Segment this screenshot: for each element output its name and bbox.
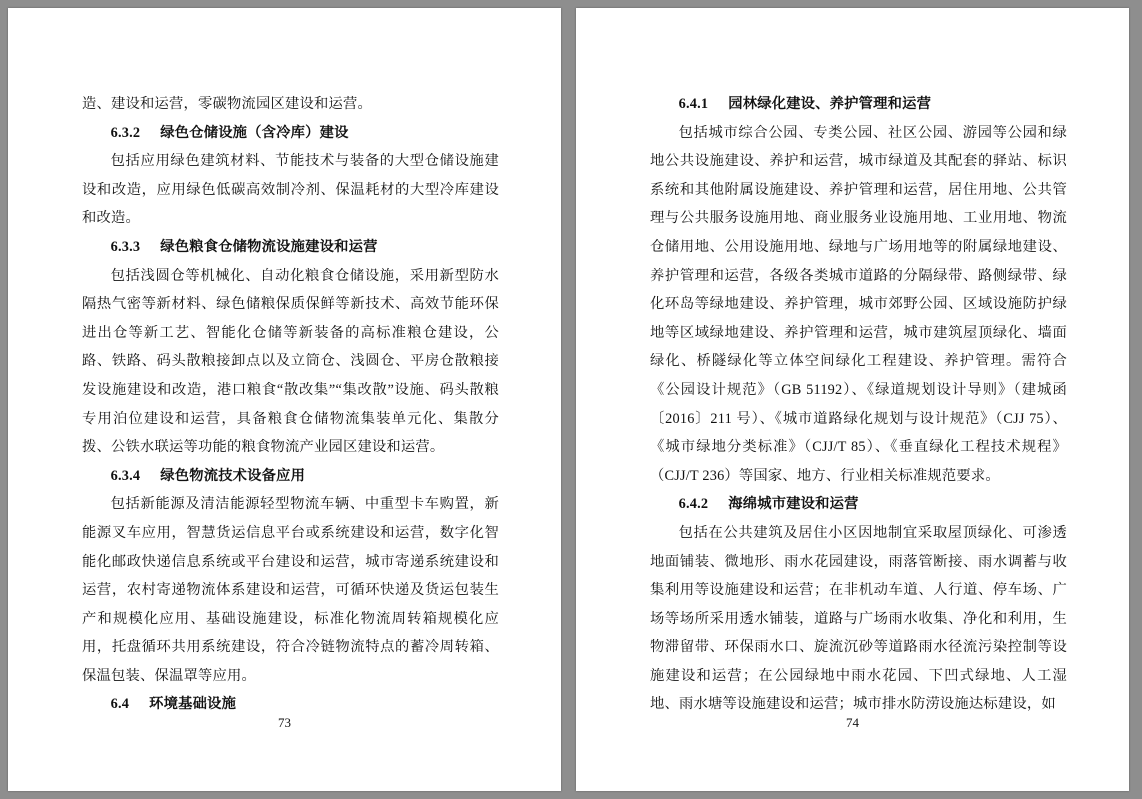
section-heading xyxy=(82,119,499,148)
section-heading xyxy=(82,233,499,262)
paragraph: 造、建设和运营，零碳物流园区建设和运营。 xyxy=(82,96,372,112)
section-heading xyxy=(650,90,1067,119)
paragraph: 包括浅圆仓等机械化、自动化粮食仓储设施，采用新型防水隔热气密等新材料、绿色储粮保质保鲜等新技术、高效节能环保进出仓等新工艺、智能化仓储等新装备的高标准粮仓建设，公路、铁路、码头散粮接卸点以及立筒仓、浅圆仓、平房仓散粮接发设施建设和改造，港口粮食“散改集”“集改散”设施、码头散粮专用泊位建设和运营，具备粮食仓储物流集装单元化、集散分拨、公铁水联运等功能的粮食物流产业园区建设和运营。 xyxy=(82,267,499,456)
heading-number: 6.4 xyxy=(110,696,130,713)
heading-number: 6.3.3 xyxy=(110,238,141,255)
document-page-73 xyxy=(8,8,561,791)
section-heading xyxy=(82,462,499,491)
heading-title: 绿色粮食仓储物流设施建设和运营 xyxy=(160,238,378,255)
page-number: 73 xyxy=(278,715,291,730)
paragraph: 包括在公共建筑及居住小区因地制宜采取屋顶绿化、可渗透地面铺装、微地形、雨水花园建设，雨落管断接、雨水调蓄与收集利用等设施建设和运营；在非机动车道、人行道、停车场、广场等场所采用透水铺装，道路与广场雨水收集、净化和利用，生物滞留带、环保雨水口、旋流沉砂等道路雨水径流污染控制等设施建设和运营；在公园绿地中雨水花园、下凹式绿地、人工湿地、雨水塘等设施建设和运营；城市排水防涝设施达标建设，如 xyxy=(650,524,1067,713)
paragraph: 包括城市综合公园、专类公园、社区公园、游园等公园和绿地公共设施建设、养护和运营，城市绿道及其配套的驿站、标识系统和其他附属设施建设、养护管理和运营，居住用地、公共管理与公共服务设施用地、商业服务业设施用地、工业用地、物流仓储用地、公用设施用地、绿地与广场用地等的附属绿地建设、养护管理和运营，各级各类城市道路的分隔绿带、路侧绿带、绿化环岛等绿地建设、养护管理，城市郊野公园、区域设施防护绿地等区域绿地建设、养护管理和运营，城市建筑屋顶绿化、墙面绿化、桥隧绿化等立体空间绿化工程建设、养护管理。需符合《公园设计规范》（GB 51192）、《绿道规划设计导则》（建城函〔2016〕211 号）、《城市道路绿化规划与设计规范》（CJJ 75）、《城市绿地分类标准》（CJJ/T 85）、《垂直绿化工程技术规程》（CJJ/T 236）等国家、地方、行业相关标准规范要求。 xyxy=(650,124,1067,484)
heading-title: 绿色仓储设施（含冷库）建设 xyxy=(160,124,349,141)
heading-number: 6.3.2 xyxy=(110,124,141,141)
section-heading xyxy=(650,490,1067,519)
heading-title: 园林绿化建设、养护管理和运营 xyxy=(728,96,932,112)
page-number: 74 xyxy=(846,715,859,730)
page-content-73 xyxy=(82,90,499,713)
heading-number: 6.4.1 xyxy=(678,96,709,112)
document-page-74 xyxy=(576,8,1129,791)
paragraph: 包括应用绿色建筑材料、节能技术与装备的大型仓储设施建设和改造，应用绿色低碳高效制冷剂、保温耗材的大型冷库建设和改造。 xyxy=(82,153,499,227)
paragraph: 包括新能源及清洁能源轻型物流车辆、中重型卡车购置，新能源叉车应用，智慧货运信息平台或系统建设和运营，数字化智能化邮政快递信息系统或平台建设和运营，城市寄递系统建设和运营，农村寄递物流体系建设和运营，可循环快递及货运包装生产和规模化应用、基础设施建设，标准化物流周转箱规模化应用，托盘循环共用系统建设，符合冷链物流特点的蓄冷周转箱、保温包装、保温罩等应用。 xyxy=(82,496,499,684)
heading-number: 6.3.4 xyxy=(110,467,141,484)
heading-title: 绿色物流技术设备应用 xyxy=(160,467,306,484)
heading-title: 海绵城市建设和运营 xyxy=(728,496,859,513)
heading-number: 6.4.2 xyxy=(678,496,709,513)
heading-title: 环境基础设施 xyxy=(149,696,237,713)
page-content-74 xyxy=(650,90,1067,713)
